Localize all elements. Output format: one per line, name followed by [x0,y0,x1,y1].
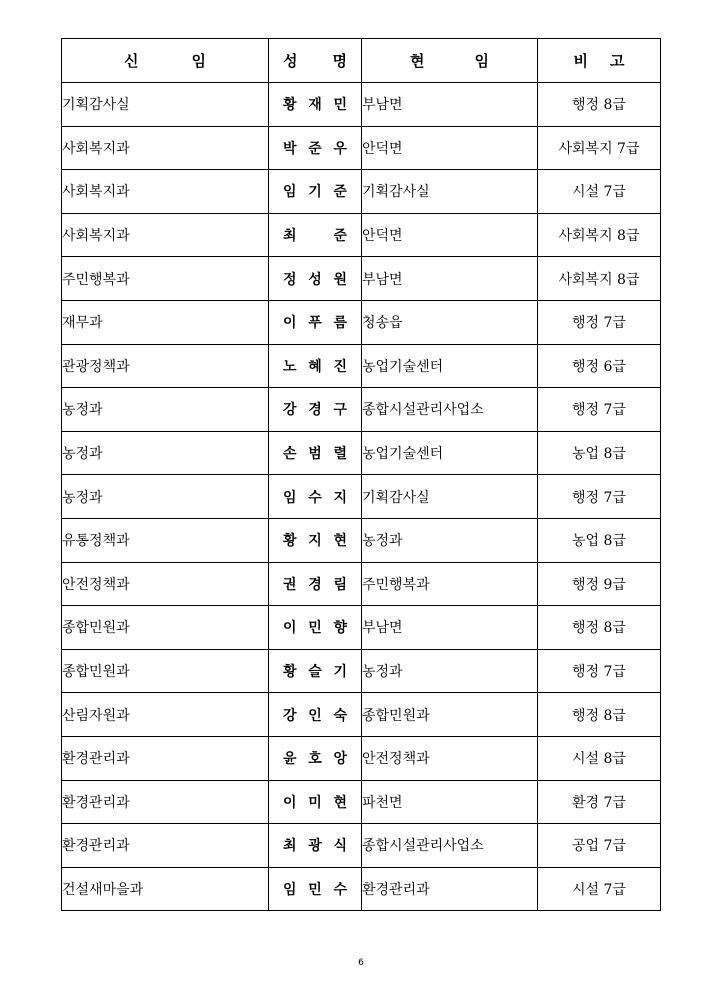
new-position-cell: 농정과 [62,431,269,475]
name-char: 렬 [333,446,347,463]
name-char: 미 [308,794,322,811]
note-cell: 행정 7급 [538,300,661,344]
name-char: 임 [283,184,297,201]
new-position-cell: 재무과 [62,300,269,344]
name-char: 기 [333,664,347,681]
table-row [62,126,661,170]
name-char: 최 [283,838,297,855]
table-row [62,300,661,344]
name-char: 임 [283,489,297,506]
name-char: 이 [283,620,297,637]
name-cell [269,518,362,562]
table-body [62,83,661,911]
name-char: 우 [333,140,347,157]
table-row [62,213,661,257]
current-position-cell: 안덕면 [362,213,538,257]
name-char: 혜 [308,358,322,375]
new-position-cell: 종합민원과 [62,606,269,650]
note-cell: 사회복지 8급 [538,213,661,257]
new-position-cell: 환경관리과 [62,736,269,780]
table-row [62,83,661,127]
name-char: 원 [333,271,347,288]
new-position-cell: 농정과 [62,388,269,432]
name-char: 호 [308,751,322,768]
name-char: 최 [283,228,297,245]
name-char: 구 [333,402,347,419]
name-cell [269,867,362,911]
current-position-cell: 종합민원과 [362,693,538,737]
name-char: 준 [333,228,347,245]
current-position-cell: 농정과 [362,518,538,562]
name-char: 이 [283,794,297,811]
name-char: 림 [333,576,347,593]
current-position-cell: 농정과 [362,649,538,693]
name-cell [269,388,362,432]
name-cell [269,257,362,301]
table-row [62,170,661,214]
new-position-cell: 주민행복과 [62,257,269,301]
name-char: 임 [283,881,297,898]
name-char: 민 [308,620,322,637]
table-row [62,388,661,432]
name-cell [269,344,362,388]
name-char: 름 [333,315,347,332]
name-char: 황 [283,97,297,114]
table-row [62,693,661,737]
new-position-cell: 사회복지과 [62,170,269,214]
name-char: 강 [283,402,297,419]
name-cell [269,693,362,737]
new-position-cell: 유통정책과 [62,518,269,562]
personnel-table [61,38,661,911]
note-cell: 행정 7급 [538,388,661,432]
note-cell: 시설 8급 [538,736,661,780]
note-cell: 행정 7급 [538,475,661,519]
name-char: 준 [333,184,347,201]
name-char: 손 [283,446,297,463]
table-row [62,562,661,606]
table-row [62,780,661,824]
current-position-cell: 환경관리과 [362,867,538,911]
name-char: 노 [283,358,297,375]
note-cell: 사회복지 8급 [538,257,661,301]
name-char: 윤 [283,751,297,768]
name-cell [269,606,362,650]
new-position-cell: 산림자원과 [62,693,269,737]
name-char: 권 [283,576,297,593]
name-char: 현 [333,533,347,550]
name-char: 이 [283,315,297,332]
table-row [62,344,661,388]
current-position-cell: 종합시설관리사업소 [362,388,538,432]
name-cell [269,780,362,824]
current-position-cell: 부남면 [362,606,538,650]
name-cell [269,126,362,170]
note-cell: 시설 7급 [538,867,661,911]
name-char: 민 [308,881,322,898]
note-cell: 환경 7급 [538,780,661,824]
name-char: 강 [283,707,297,724]
note-cell: 행정 8급 [538,606,661,650]
current-position-cell: 농업기술센터 [362,344,538,388]
current-position-cell: 부남면 [362,83,538,127]
name-char: 경 [308,402,322,419]
table-row [62,518,661,562]
name-cell [269,824,362,868]
name-char: 광 [308,838,322,855]
header-name: 성 명 [269,39,362,83]
current-position-cell: 안전정책과 [362,736,538,780]
name-char: 기 [308,184,322,201]
name-char: 숙 [333,707,347,724]
note-cell: 행정 9급 [538,562,661,606]
header-current-position: 현 임 [362,39,538,83]
table-row [62,649,661,693]
name-char: 지 [333,489,347,506]
name-char: 푸 [308,315,322,332]
table-row [62,257,661,301]
new-position-cell: 사회복지과 [62,126,269,170]
current-position-cell: 안덕면 [362,126,538,170]
name-cell [269,300,362,344]
current-position-cell: 파천면 [362,780,538,824]
table-row [62,475,661,519]
name-char: 앙 [333,751,347,768]
table-row [62,867,661,911]
name-cell [269,431,362,475]
name-char: 황 [283,664,297,681]
note-cell: 시설 7급 [538,170,661,214]
name-char: 정 [283,271,297,288]
current-position-cell: 주민행복과 [362,562,538,606]
new-position-cell: 사회복지과 [62,213,269,257]
name-char: 식 [333,838,347,855]
note-cell: 농업 8급 [538,518,661,562]
name-char: 수 [308,489,322,506]
name-char: 수 [333,881,347,898]
current-position-cell: 부남면 [362,257,538,301]
name-char: 슬 [308,664,322,681]
current-position-cell: 농업기술센터 [362,431,538,475]
table-header-row [62,39,661,83]
new-position-cell: 건설새마을과 [62,867,269,911]
table-row [62,736,661,780]
name-char: 황 [283,533,297,550]
new-position-cell: 안전정책과 [62,562,269,606]
name-char: 향 [333,620,347,637]
name-char: 진 [333,358,347,375]
current-position-cell: 종합시설관리사업소 [362,824,538,868]
current-position-cell: 청송읍 [362,300,538,344]
current-position-cell: 기획감사실 [362,475,538,519]
note-cell: 행정 7급 [538,649,661,693]
page-number: 6 [358,958,364,968]
table-row [62,606,661,650]
name-char: 성 [308,271,322,288]
new-position-cell: 종합민원과 [62,649,269,693]
note-cell: 농업 8급 [538,431,661,475]
note-cell: 행정 8급 [538,693,661,737]
name-char: 지 [308,533,322,550]
name-char: 재 [308,97,322,114]
note-cell: 공업 7급 [538,824,661,868]
name-cell [269,83,362,127]
name-char: 범 [308,446,322,463]
name-char: 민 [333,97,347,114]
current-position-cell: 기획감사실 [362,170,538,214]
new-position-cell: 환경관리과 [62,780,269,824]
note-cell: 행정 6급 [538,344,661,388]
name-cell [269,170,362,214]
note-cell: 사회복지 7급 [538,126,661,170]
name-char: 경 [308,576,322,593]
new-position-cell: 기획감사실 [62,83,269,127]
name-char: 박 [283,140,297,157]
name-cell [269,649,362,693]
name-cell [269,213,362,257]
name-char: 준 [308,140,322,157]
table-row [62,431,661,475]
header-note: 비 고 [538,39,661,83]
name-cell [269,475,362,519]
note-cell: 행정 8급 [538,83,661,127]
header-new-position: 신 임 [62,39,269,83]
name-char: 현 [333,794,347,811]
name-char: 인 [308,707,322,724]
name-cell [269,736,362,780]
new-position-cell: 농정과 [62,475,269,519]
new-position-cell: 환경관리과 [62,824,269,868]
table-row [62,824,661,868]
name-cell [269,562,362,606]
new-position-cell: 관광정책과 [62,344,269,388]
